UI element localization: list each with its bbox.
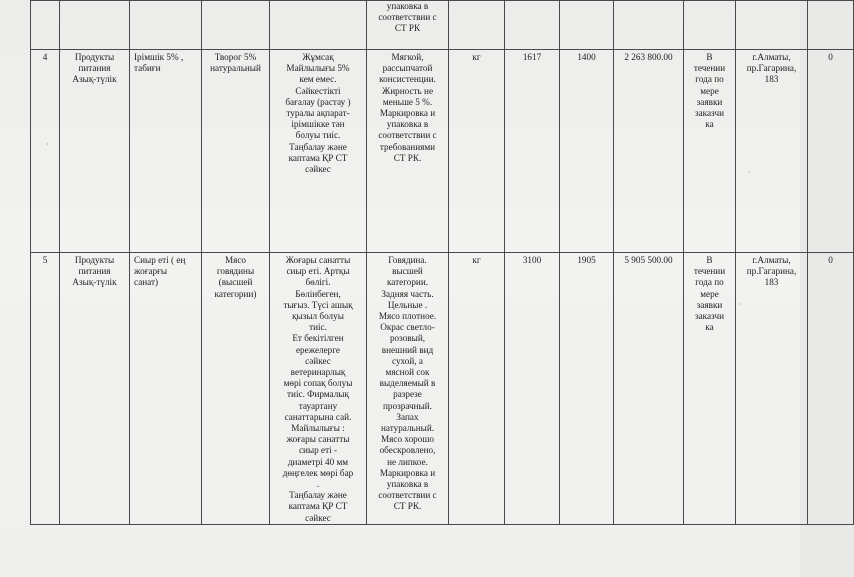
cell-place: г.Алматы, пр.Гагарина, 183 (736, 253, 808, 525)
cell-category: Продукты питания Азық-түлік (60, 50, 130, 253)
procurement-table (30, 0, 854, 525)
cell-qty (505, 1, 560, 50)
scan-speck: · (748, 168, 751, 177)
cell-category (60, 1, 130, 50)
cell-num: 5 (31, 253, 60, 525)
cell-spec-ru: Мягкой, рассыпчатой консистенции. Жирность не меньше 5 %. Маркировка и упаковка в соответствии с требованиями СТ РК. (367, 50, 449, 253)
cell-name-kz: Сиыр еті ( ең жоғарғы санат) (130, 253, 202, 525)
cell-unit: кг (449, 50, 505, 253)
cell-term: В течении года по мере заявки заказчи ка (684, 50, 736, 253)
scan-speck: · (738, 300, 741, 309)
cell-term (684, 1, 736, 50)
cell-price (560, 1, 614, 50)
cell-sum (614, 1, 684, 50)
cell-num (31, 1, 60, 50)
cell-place (736, 1, 808, 50)
cell-spec-kz: Жоғары санатты сиыр еті. Артқы бөлігі. Бөлінбеген, тығыз. Түсі ашық қызыл болуы тиіс. Ет бекітілген ережелерге сәйкес ветеринарлық мөрі сопақ болуы тиіс. Фирмалық тауартану санаттарына сай. Майлылығы : жоғары санатты сиыр еті - диаметрі 40 мм дөңгелек мөрі бар . Таңбалау және каптама ҚР СТ сәйкес (270, 253, 367, 525)
cell-name-kz (130, 1, 202, 50)
cell-sum: 5 905 500.00 (614, 253, 684, 525)
cell-term: В течении года по мере заявки заказчи ка (684, 253, 736, 525)
table-row (31, 50, 854, 253)
cell-num: 4 (31, 50, 60, 253)
cell-name-ru (202, 1, 270, 50)
cell-unit (449, 1, 505, 50)
cell-category: Продукты питания Азық-түлік (60, 253, 130, 525)
cell-spec-kz (270, 1, 367, 50)
cell-qty: 1617 (505, 50, 560, 253)
cell-name-kz: Ірімшік 5% , табиғи (130, 50, 202, 253)
cell-spec-kz: Жұмсақ Майлылығы 5% кем емес. Сәйкестікті бағалау (растау ) туралы ақпарат- ірімшікке тән болуы тиіс. Таңбалау және каптама ҚР СТ сәйкес (270, 50, 367, 253)
table-row (31, 253, 854, 525)
scan-speck: · (46, 140, 49, 149)
cell-price: 1905 (560, 253, 614, 525)
cell-advance: 0 (808, 50, 854, 253)
cell-advance (808, 1, 854, 50)
cell-price: 1400 (560, 50, 614, 253)
cell-advance: 0 (808, 253, 854, 525)
cell-unit: кг (449, 253, 505, 525)
cell-name-ru: Творог 5% натуральный (202, 50, 270, 253)
cell-spec-ru: Говядина. высшей категории. Задняя часть. Цельные . Мясо плотное. Окрас светло- розовый, внешний вид сухой, а мясной сок выделяемый в разрезе прозрачный. Запах натуральный. Мясо хорошо обескровлено, не липкое. Маркировка и упаковка в соответствии с СТ РК. (367, 253, 449, 525)
table-row-partial-top (31, 1, 854, 50)
cell-place: г.Алматы, пр.Гагарина, 183 (736, 50, 808, 253)
cell-name-ru: Мясо говядины (высшей категории) (202, 253, 270, 525)
cell-sum: 2 263 800.00 (614, 50, 684, 253)
cell-qty: 3100 (505, 253, 560, 525)
cell-spec-ru: упаковка в соответствии с СТ РК (367, 1, 449, 50)
